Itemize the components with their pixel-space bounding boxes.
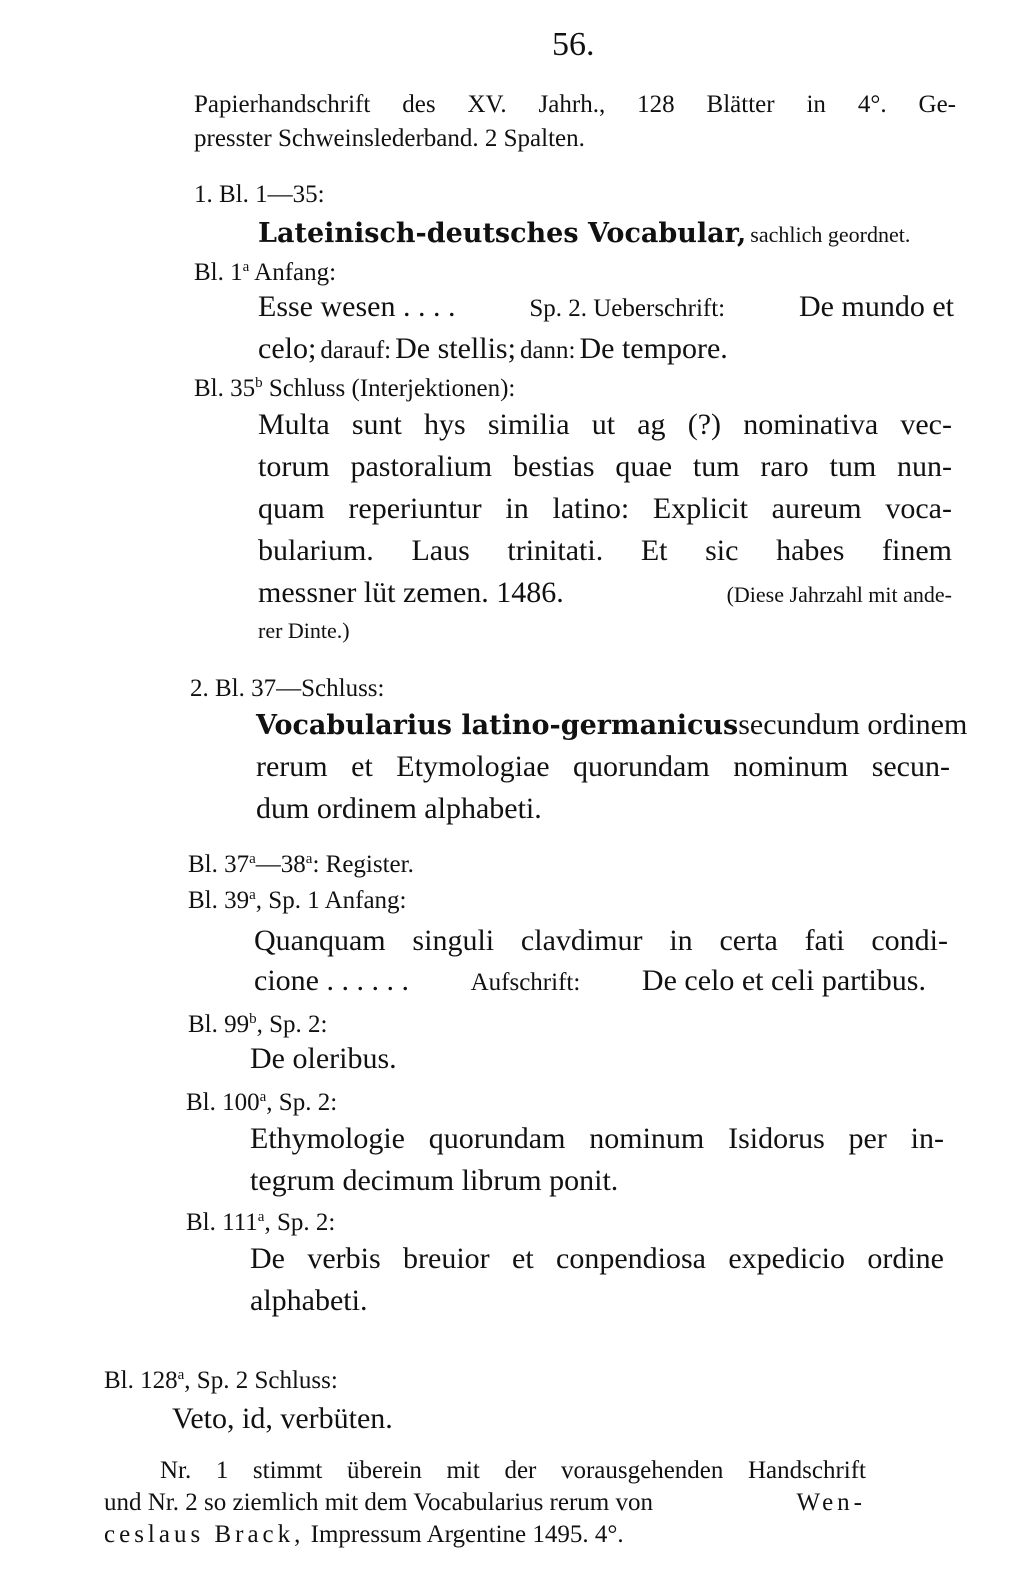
section1-schluss-line-4: bularium. Laus trinitati. Et sic habes finem (258, 534, 952, 567)
section2-anfang-line-2 (254, 966, 926, 996)
section1-schluss-ref (194, 376, 515, 401)
closing-ref (104, 1368, 338, 1393)
anfang-text: De tempore. (579, 332, 728, 365)
ref-text: Anfang: (249, 259, 337, 286)
ref-text: Bl. 35 (194, 375, 256, 402)
section2-anfang-line-1: Quanquam singuli clavdimur in certa fati condi- (254, 924, 948, 957)
section2-title-bold: Vocabularius latino-germanicus (256, 710, 739, 741)
ref-sup: b (255, 375, 263, 391)
section1-anfang-line-2 (258, 334, 728, 364)
section1-title-rest: sachlich geordnet. (750, 222, 911, 247)
anfang-label: Sp. 2. Ueberschrift: (529, 295, 726, 322)
ref-text: Bl. 128 (104, 1367, 178, 1394)
ref-sup: a (249, 887, 256, 903)
anfang-text: De celo et celi partibus. (641, 964, 926, 997)
section2-register (188, 852, 414, 877)
section1-reference: 1. Bl. 1—35: (194, 181, 325, 208)
ref-text: , Sp. 2: (256, 1011, 328, 1038)
ref-text: —38 (255, 851, 306, 878)
section1-schluss-line-1: Multa sunt hys similia ut ag (?) nominativa vec- (258, 408, 952, 441)
note-text: und Nr. 2 so ziemlich mit dem Vocabularius rerum von (104, 1489, 653, 1516)
ref-sup: a (257, 1209, 265, 1225)
section1-anfang-ref (194, 260, 336, 285)
anfang-text: Esse wesen . . . . (258, 290, 456, 323)
text-bl-99: De oleribus. (250, 1042, 397, 1075)
section2-title-line-2: rerum et Etymologiae quorundam nominum secun- (256, 750, 950, 783)
ref-text: Bl. 1 (194, 259, 243, 286)
section2-anfang-ref (188, 888, 407, 913)
note-text-spaced: Wen- (796, 1489, 866, 1516)
ref-text: Bl. 111 (186, 1209, 258, 1236)
anfang-label: dann: (519, 337, 576, 364)
schluss-text: messner lüt zemen. 1486. (258, 576, 564, 609)
section1-schluss-line-3: quam reperiuntur in latino: Explicit aureum voca- (258, 492, 952, 525)
ref-text: Bl. 37 (188, 851, 250, 878)
ref-sup: a (249, 851, 256, 867)
page-number: 56. (552, 26, 595, 63)
section2-title-line-1 (256, 708, 968, 741)
section1-schluss-line-6: rer Dinte.) (258, 618, 350, 643)
ref-sup: a (242, 259, 250, 275)
intro-line-2: presster Schweinslederband. 2 Spalten. (194, 125, 585, 152)
section2-title-rest: secundum ordinem (738, 708, 968, 741)
schluss-note: (Diese Jahrzahl mit ande- (726, 582, 952, 607)
section2-reference: 2. Bl. 37—Schluss: (190, 675, 385, 702)
section1-anfang-line-1 (258, 292, 954, 322)
anfang-text: De mundo et (799, 290, 954, 323)
ref-text: : Register. (312, 851, 414, 878)
ref-text: Bl. 99 (188, 1011, 250, 1038)
ref-bl-111 (186, 1210, 335, 1235)
note-line-3 (104, 1522, 624, 1547)
text-bl-100-line-1: Ethymologie quorundam nominum Isidorus per in- (250, 1122, 944, 1155)
ref-text: Bl. 100 (186, 1089, 260, 1116)
section1-schluss-line-2: torum pastoralium bestias quae tum raro tum nun- (258, 450, 952, 483)
ref-sup: b (249, 1011, 257, 1027)
anfang-label: Aufschrift: (470, 969, 581, 996)
ref-text: , Sp. 2 Schluss: (184, 1367, 338, 1394)
text-bl-111-line-2: alphabeti. (250, 1284, 368, 1317)
note-text-spaced: ceslaus Brack, (104, 1521, 305, 1548)
note-line-1: Nr. 1 stimmt überein mit der vorausgehenden Handschrift (160, 1457, 866, 1484)
anfang-text: celo; (258, 332, 317, 365)
intro-line-1: Papierhandschrift des XV. Jahrh., 128 Blätter in 4°. Ge- (194, 91, 956, 118)
ref-bl-100 (186, 1090, 337, 1115)
ref-sup: a (305, 851, 313, 867)
text-bl-111-line-1: De verbis breuior et conpendiosa expedicio ordine (250, 1242, 944, 1275)
anfang-text: cione . . . . . . (254, 964, 409, 997)
text-bl-100-line-2: tegrum decimum librum ponit. (250, 1164, 619, 1197)
section2-title-line-3: dum ordinem alphabeti. (256, 792, 542, 825)
closing-text: Veto, id, verbüten. (172, 1402, 393, 1435)
section1-title (258, 220, 910, 247)
ref-text: , Sp. 2: (266, 1089, 338, 1116)
ref-bl-99 (188, 1012, 327, 1037)
ref-text: Bl. 39 (188, 887, 250, 914)
section1-schluss-line-5 (258, 578, 952, 608)
section1-title-bold: Lateinisch-deutsches Vocabular, (258, 218, 747, 249)
note-text: Impressum Argentine 1495. 4°. (310, 1521, 624, 1548)
ref-text: , Sp. 2: (264, 1209, 336, 1236)
anfang-label: darauf: (320, 337, 392, 364)
note-line-2 (104, 1490, 866, 1515)
ref-text: , Sp. 1 Anfang: (255, 887, 407, 914)
anfang-text: De stellis; (395, 332, 516, 365)
ref-text: Schluss (Interjektionen): (262, 375, 516, 402)
ref-sup: a (259, 1089, 267, 1105)
ref-sup: a (177, 1367, 185, 1383)
